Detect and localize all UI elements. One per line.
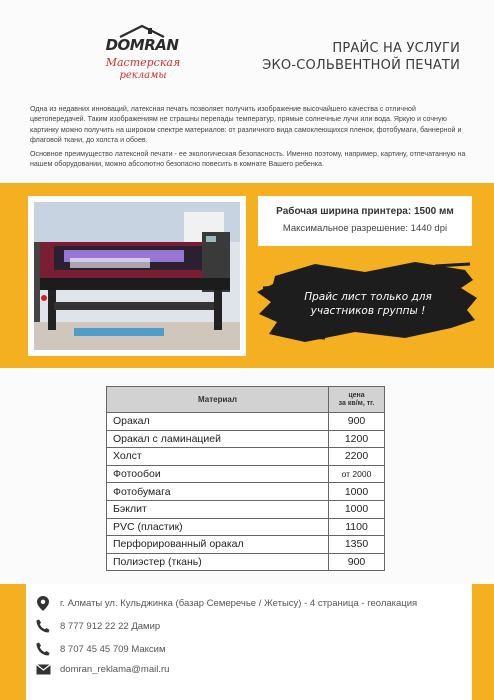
contact-phone-1[interactable]	[34, 619, 160, 633]
page-title	[262, 40, 460, 74]
price-cell: 900	[329, 553, 385, 571]
price-cell: 900	[329, 413, 385, 431]
material-cell: Бэклит	[107, 500, 329, 518]
table-row	[107, 483, 385, 501]
phone-1-text: 8 777 912 22 22 Дамир	[60, 620, 161, 632]
material-cell: Холст	[107, 448, 329, 466]
table-row	[107, 536, 385, 554]
title-line-2: ЭКО-СОЛЬВЕНТНОЙ ПЕЧАТИ	[262, 58, 460, 73]
intro-paragraph-2: Основное преимущество латексной печати - ее экологическая безопасность. Именно поэтому, например, картину, отпечатанную на нашем оборудовании, можно абсолютно безопасно повесить в комнате Вашего ребенка.	[30, 150, 466, 169]
intro-text	[30, 104, 466, 174]
logo-tagline-1: Мастерская	[105, 56, 181, 69]
material-cell: Перфорированный оракал	[107, 536, 329, 554]
material-cell: PVC (пластик)	[107, 518, 329, 536]
banner-line-1: Прайс лист только для	[304, 291, 432, 303]
table-row	[107, 413, 385, 431]
email-text: domran_reklama@mail.ru	[60, 664, 170, 675]
phone-2-text: 8 707 45 45 709 Максим	[60, 643, 166, 655]
phone-icon	[34, 642, 52, 656]
title-line-1: ПРАЙС НА УСЛУГИ	[332, 41, 460, 56]
price-cell: 2200	[329, 448, 385, 466]
price-cell: от 2000	[329, 465, 385, 483]
intro-paragraph-1: Одна из недавних инноваций, латексная печать позволяет получить изображение высочайшего качества с отличной цветопередачей. Таким изображениям не страшны перепады температур, прямые солнечные лучи или вода. Яркую и сочную картинку можно получить на широком спектре материалов: от различного вида самоклеющихся пленок, фотобумаги, баннерной и флаговой ткани, до холста и обоев.	[30, 105, 462, 144]
material-cell: Оракал с ламинацией	[107, 430, 329, 448]
logo-brand: DOMRAN	[105, 36, 179, 54]
phone-icon	[34, 619, 52, 633]
column-header-price-line-2: за кв/м, тг.	[338, 399, 375, 407]
members-only-banner	[270, 290, 466, 318]
printer-image	[34, 202, 240, 350]
table-row	[107, 553, 385, 571]
printer-specs	[258, 196, 472, 246]
contact-email[interactable]	[34, 664, 169, 675]
spec-width: Рабочая ширина принтера: 1500 мм	[276, 206, 454, 217]
contact-address	[34, 596, 417, 611]
price-table	[106, 386, 385, 571]
column-header-material: Материал	[107, 387, 329, 413]
banner-line-2: участников группы !	[310, 305, 426, 317]
price-cell: 1100	[329, 518, 385, 536]
material-cell: Фотобумага	[107, 483, 329, 501]
table-row	[107, 465, 385, 483]
table-header-row	[107, 387, 385, 413]
price-cell: 1200	[329, 430, 385, 448]
logo	[92, 24, 192, 84]
spec-resolution: Максимальное разрешение: 1440 dpi	[282, 223, 448, 234]
table-row	[107, 518, 385, 536]
table-row	[107, 448, 385, 466]
envelope-icon	[34, 664, 52, 675]
price-cell: 1000	[329, 483, 385, 501]
price-cell: 1350	[329, 536, 385, 554]
table-row	[107, 500, 385, 518]
printer-photo	[28, 196, 246, 356]
material-cell: Оракал	[107, 413, 329, 431]
column-header-price	[329, 387, 385, 413]
logo-tagline-2: рекламы	[119, 70, 167, 81]
address-text: г. Алматы ул. Кульджинка (базар Семеречье / Жетысу) - 4 страница - геолакация	[60, 598, 418, 609]
material-cell: Полиэстер (ткань)	[107, 553, 329, 571]
contact-phone-2[interactable]	[34, 642, 165, 656]
table-row	[107, 430, 385, 448]
price-cell: 1000	[329, 500, 385, 518]
column-header-price-line-1: цена	[348, 391, 365, 399]
material-cell: Фотообои	[107, 465, 329, 483]
printer-illustration	[34, 202, 240, 350]
location-pin-icon	[34, 596, 52, 611]
